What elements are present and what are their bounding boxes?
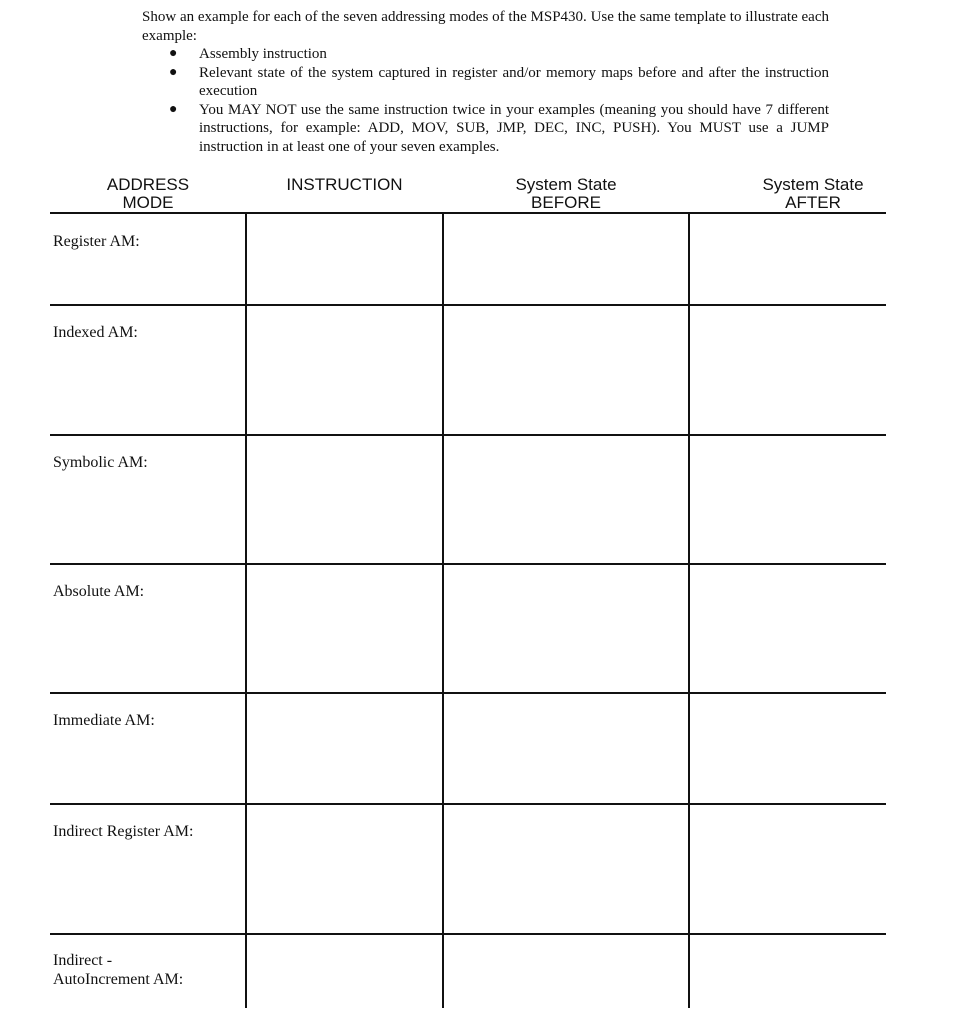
instruction-bullet-item [142,64,829,101]
row-label-symbolic: Symbolic AM: [53,454,148,471]
instruction-bullet-text: You MAY NOT use the same instruction twice in your examples (meaning you should have 7 different instructions, for example: ADD, MOV, SUB, JMP, DEC, INC, PUSH). You MUST use a JUMP instruction in at least one of your seven examples. [199,101,829,155]
row-label-indirect-autoincrement [53,951,183,989]
row-divider [50,563,886,565]
row-label-indirect-autoincrement-line1: Indirect - [53,952,113,969]
header-instruction-label: INSTRUCTION [286,175,403,194]
row-label-register: Register AM: [53,233,140,250]
bullet-icon: ● [169,64,178,80]
instruction-bullet-item [142,45,829,64]
instruction-bullet-text: Assembly instruction [199,46,327,62]
row-divider [50,933,886,935]
bullet-icon: ● [169,46,178,61]
column-divider [442,213,444,1008]
header-state-after [689,176,937,212]
row-divider [50,304,886,306]
header-state-after-line1: System State [762,175,864,194]
row-label-immediate: Immediate AM: [53,712,155,729]
header-address-mode-line2: MODE [122,193,174,212]
bullet-icon: ● [169,101,178,117]
instructions-block [142,8,829,156]
row-divider [50,434,886,436]
header-state-after-line2: AFTER [785,193,841,212]
header-address-mode-line1: ADDRESS [106,175,190,194]
column-divider [245,213,247,1008]
header-state-before [443,176,689,212]
header-state-before-line1: System State [515,175,617,194]
header-state-before-line2: BEFORE [531,193,601,212]
instruction-bullet-item [142,101,829,157]
row-divider [50,692,886,694]
instructions-intro: Show an example for each of the seven addressing modes of the MSP430. Use the same template to illustrate each example: [142,9,829,44]
row-label-absolute: Absolute AM: [53,583,145,600]
instructions-list [142,45,829,156]
row-label-indirect-register: Indirect Register AM: [53,823,194,840]
row-label-indexed: Indexed AM: [53,324,138,341]
row-label-indirect-autoincrement-line2: AutoIncrement AM: [53,971,184,988]
instruction-bullet-text: Relevant state of the system captured in register and/or memory maps before and after the instruction execution [199,64,829,99]
table-header-rule [50,212,886,214]
row-divider [50,803,886,805]
header-address-mode [50,176,246,212]
header-instruction [246,176,443,194]
column-divider [688,213,690,1008]
